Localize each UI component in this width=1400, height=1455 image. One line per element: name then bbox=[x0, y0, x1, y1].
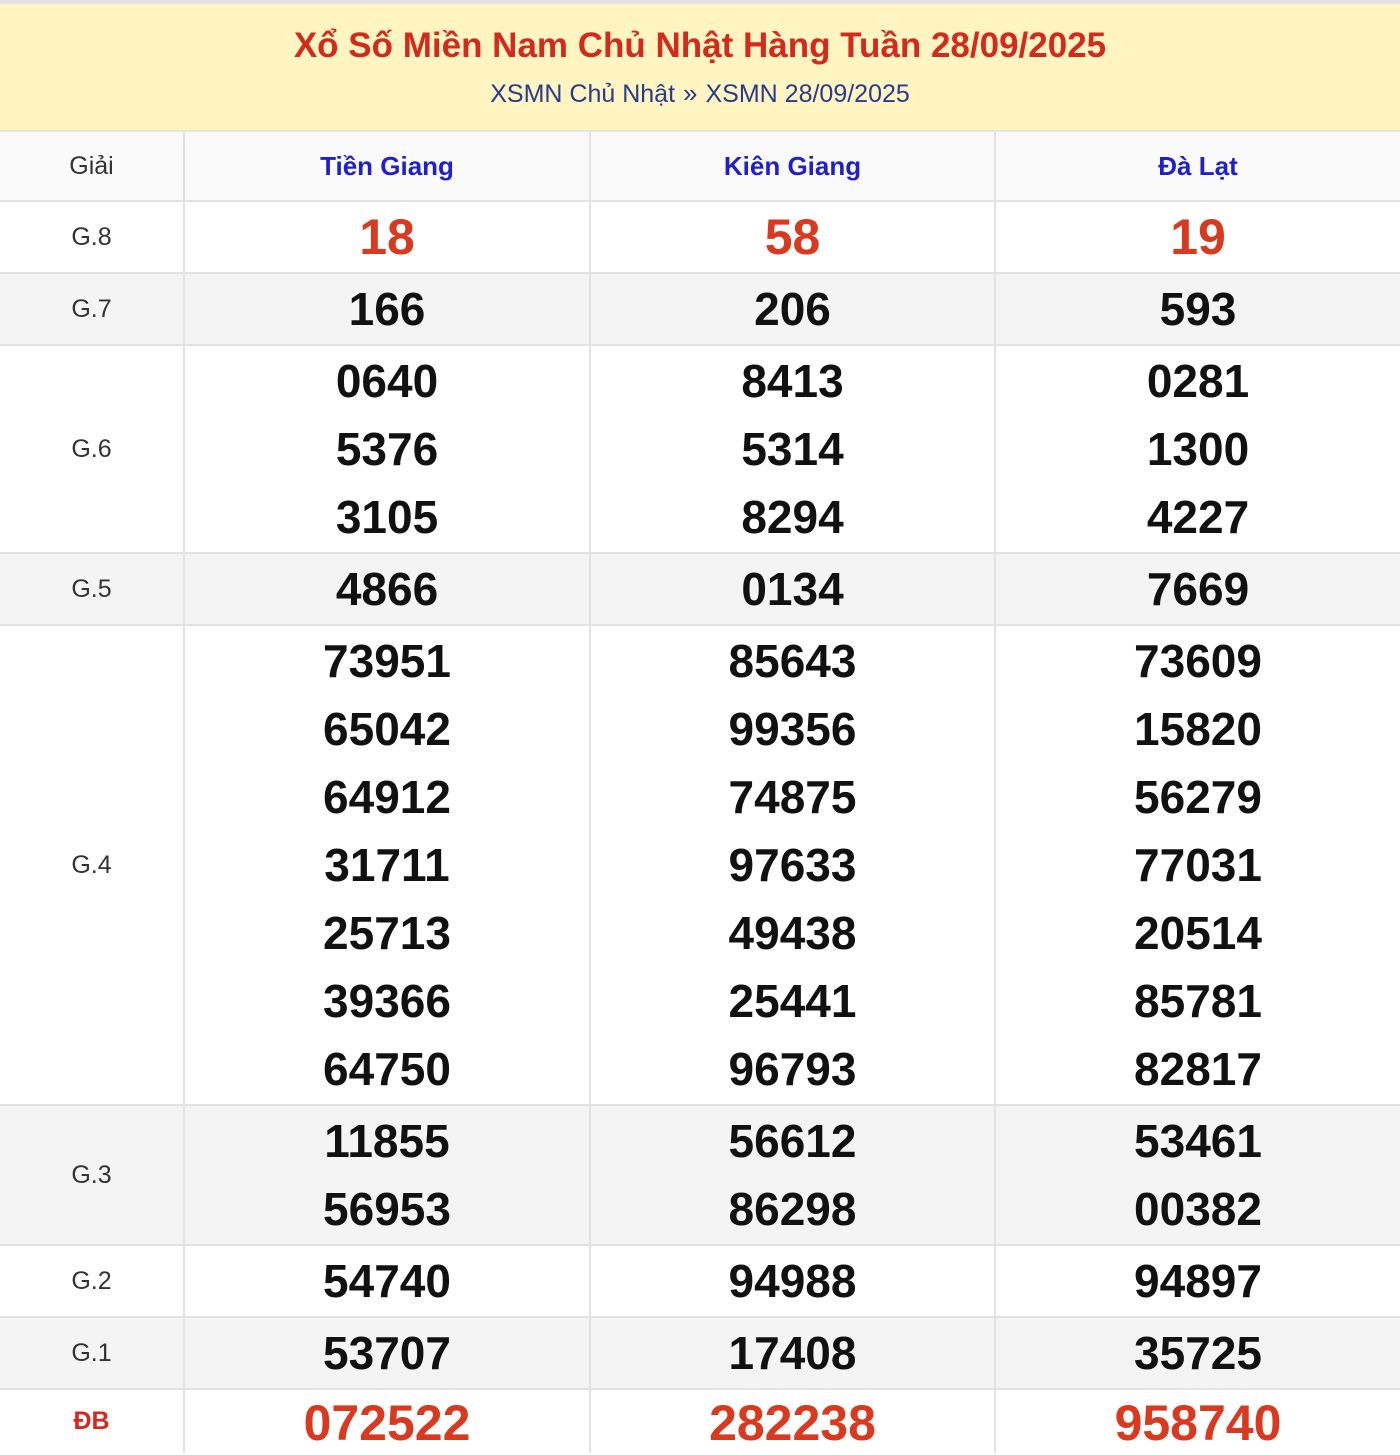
prize-label: ĐB bbox=[0, 1389, 184, 1453]
prize-cell bbox=[995, 1389, 1400, 1453]
prize-number: 56279 bbox=[1134, 771, 1262, 823]
province-header-kien-giang[interactable]: Kiên Giang bbox=[590, 132, 995, 201]
prize-row bbox=[0, 553, 1400, 625]
prize-number: 94897 bbox=[1134, 1255, 1262, 1307]
prize-number: 4227 bbox=[1146, 491, 1250, 543]
prize-number: 1300 bbox=[1146, 423, 1250, 475]
prize-cell bbox=[590, 345, 995, 553]
prize-cell bbox=[590, 201, 995, 273]
prize-number: 0640 bbox=[335, 355, 439, 407]
prize-cell bbox=[590, 1105, 995, 1245]
prize-cell bbox=[184, 345, 590, 553]
prize-number: 74875 bbox=[728, 771, 857, 823]
prize-number: 53707 bbox=[323, 1327, 451, 1379]
prize-cell bbox=[995, 625, 1400, 1105]
prize-label: G.6 bbox=[0, 345, 184, 553]
prize-row bbox=[0, 1245, 1400, 1317]
prize-cell bbox=[590, 553, 995, 625]
prize-number: 19 bbox=[1170, 209, 1226, 265]
province-header-da-lat[interactable]: Đà Lạt bbox=[995, 132, 1400, 201]
results-header-row bbox=[0, 132, 1400, 201]
prize-number: 73951 bbox=[323, 635, 451, 687]
prize-cell bbox=[590, 1389, 995, 1453]
prize-label: G.2 bbox=[0, 1245, 184, 1317]
prize-number: 7669 bbox=[1146, 563, 1250, 615]
prize-label: G.4 bbox=[0, 625, 184, 1105]
prize-number: 25441 bbox=[728, 975, 857, 1027]
prize-cell bbox=[590, 1245, 995, 1317]
prize-row bbox=[0, 1105, 1400, 1245]
prize-label: G.5 bbox=[0, 553, 184, 625]
prize-number: 85781 bbox=[1134, 975, 1262, 1027]
prize-label: G.8 bbox=[0, 201, 184, 273]
prize-cell bbox=[184, 1245, 590, 1317]
prize-number: 54740 bbox=[323, 1255, 451, 1307]
prize-number: 64750 bbox=[323, 1043, 451, 1095]
prize-number: 5314 bbox=[741, 423, 844, 475]
prize-number: 3105 bbox=[335, 491, 439, 543]
prize-number: 64912 bbox=[323, 771, 451, 823]
prize-row bbox=[0, 1317, 1400, 1389]
prize-number: 8294 bbox=[741, 491, 844, 543]
prize-cell bbox=[590, 625, 995, 1105]
prize-cell bbox=[995, 553, 1400, 625]
prize-number: 11855 bbox=[324, 1115, 450, 1167]
prize-number: 15820 bbox=[1134, 703, 1262, 755]
prize-cell bbox=[995, 1245, 1400, 1317]
prize-number: 31711 bbox=[324, 839, 450, 891]
prize-cell bbox=[995, 1317, 1400, 1389]
results-table bbox=[0, 132, 1400, 1453]
prize-column-header: Giải bbox=[0, 132, 184, 201]
prize-number: 77031 bbox=[1134, 839, 1262, 891]
prize-number: 99356 bbox=[728, 703, 857, 755]
prize-cell bbox=[184, 625, 590, 1105]
prize-number: 00382 bbox=[1134, 1183, 1262, 1235]
prize-number: 5376 bbox=[335, 423, 439, 475]
prize-cell bbox=[184, 201, 590, 273]
prize-cell bbox=[590, 273, 995, 345]
results-header bbox=[0, 0, 1400, 132]
province-header-tien-giang[interactable]: Tiền Giang bbox=[184, 132, 590, 201]
prize-number: 65042 bbox=[323, 703, 451, 755]
breadcrumb bbox=[0, 78, 1400, 109]
prize-number: 35725 bbox=[1134, 1327, 1262, 1379]
prize-number: 86298 bbox=[728, 1183, 857, 1235]
prize-number: 85643 bbox=[728, 635, 857, 687]
prize-number: 0281 bbox=[1146, 355, 1250, 407]
prize-number: 25713 bbox=[323, 907, 451, 959]
breadcrumb-separator: » bbox=[683, 78, 698, 108]
page-title: Xổ Số Miền Nam Chủ Nhật Hàng Tuần 28/09/2025 bbox=[293, 26, 1107, 65]
prize-number: 206 bbox=[754, 283, 831, 335]
prize-cell bbox=[995, 273, 1400, 345]
prize-number: 072522 bbox=[303, 1395, 471, 1451]
prize-number: 53461 bbox=[1134, 1115, 1262, 1167]
prize-number: 0134 bbox=[741, 563, 844, 615]
prize-number: 4866 bbox=[335, 563, 439, 615]
prize-number: 166 bbox=[348, 283, 426, 335]
prize-label: G.3 bbox=[0, 1105, 184, 1245]
prize-cell bbox=[995, 345, 1400, 553]
prize-number: 18 bbox=[359, 209, 415, 265]
prize-number: 56612 bbox=[728, 1115, 857, 1167]
prize-cell bbox=[184, 1389, 590, 1453]
prize-cell bbox=[590, 1317, 995, 1389]
prize-row bbox=[0, 273, 1400, 345]
prize-number: 17408 bbox=[728, 1327, 857, 1379]
prize-row bbox=[0, 1389, 1400, 1453]
prize-number: 39366 bbox=[323, 975, 451, 1027]
prize-row bbox=[0, 625, 1400, 1105]
prize-number: 56953 bbox=[323, 1183, 451, 1235]
prize-label: G.1 bbox=[0, 1317, 184, 1389]
breadcrumb-link-xsmn-date[interactable]: XSMN 28/09/2025 bbox=[705, 80, 910, 108]
prize-cell bbox=[184, 1105, 590, 1245]
prize-number: 97633 bbox=[728, 839, 857, 891]
prize-cell bbox=[184, 1317, 590, 1389]
prize-number: 593 bbox=[1159, 283, 1237, 335]
prize-row bbox=[0, 345, 1400, 553]
prize-row bbox=[0, 201, 1400, 273]
prize-label: G.7 bbox=[0, 273, 184, 345]
prize-cell bbox=[184, 273, 590, 345]
prize-number: 73609 bbox=[1134, 635, 1262, 687]
prize-number: 49438 bbox=[728, 907, 857, 959]
prize-number: 94988 bbox=[728, 1255, 857, 1307]
prize-number: 282238 bbox=[709, 1395, 876, 1451]
prize-number: 82817 bbox=[1134, 1043, 1262, 1095]
results-body bbox=[0, 201, 1400, 1453]
prize-number: 8413 bbox=[741, 355, 844, 407]
prize-cell bbox=[184, 553, 590, 625]
breadcrumb-link-xsmn-sunday[interactable]: XSMN Chủ Nhật bbox=[490, 80, 676, 108]
prize-number: 20514 bbox=[1134, 907, 1262, 959]
prize-cell bbox=[995, 1105, 1400, 1245]
prize-number: 958740 bbox=[1114, 1395, 1282, 1451]
prize-number: 58 bbox=[764, 209, 821, 265]
prize-number: 96793 bbox=[728, 1043, 857, 1095]
prize-cell bbox=[995, 201, 1400, 273]
